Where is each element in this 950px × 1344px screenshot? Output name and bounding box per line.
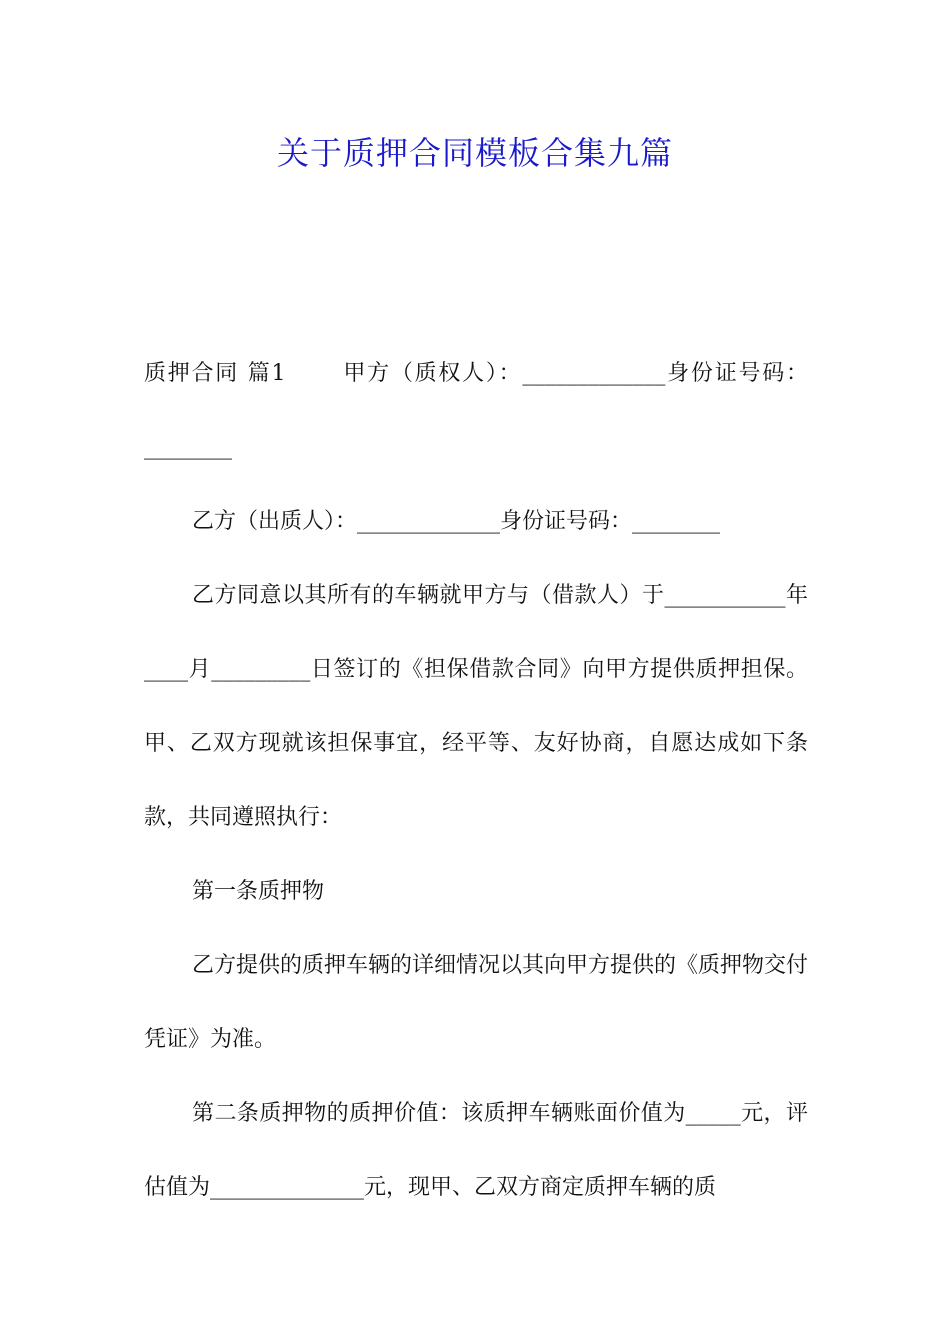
document-body xyxy=(144,337,808,1225)
party-a-paragraph xyxy=(144,337,808,485)
party-b-paragraph: 乙方（出质人）：_____________身份证号码：________ xyxy=(192,509,721,534)
party-a-text: 甲方（质权人）：_____________身份证号码：________ xyxy=(144,361,808,460)
intro-paragraph: 乙方同意以其所有的车辆就甲方与（借款人）于___________年____月_________日签订的《担保借款合同》向甲方提供质押担保。甲、乙双方现就该担保事宜，经平等、友好协商，自愿达成如下条款，共同遵照执行： xyxy=(144,583,808,830)
article1-title: 第一条质押物 xyxy=(192,879,325,904)
document-title: 关于质押合同模板合集九篇 xyxy=(276,134,673,172)
article1-body: 乙方提供的质押车辆的详细情况以其向甲方提供的《质押物交付凭证》为准。 xyxy=(144,953,809,1052)
article2-body: 第二条质押物的质押价值：该质押车辆账面价值为_____元，评估值为______________元，现甲、乙双方商定质押车辆的质 xyxy=(144,1101,808,1200)
section-heading: 质押合同 篇1 xyxy=(144,361,286,386)
